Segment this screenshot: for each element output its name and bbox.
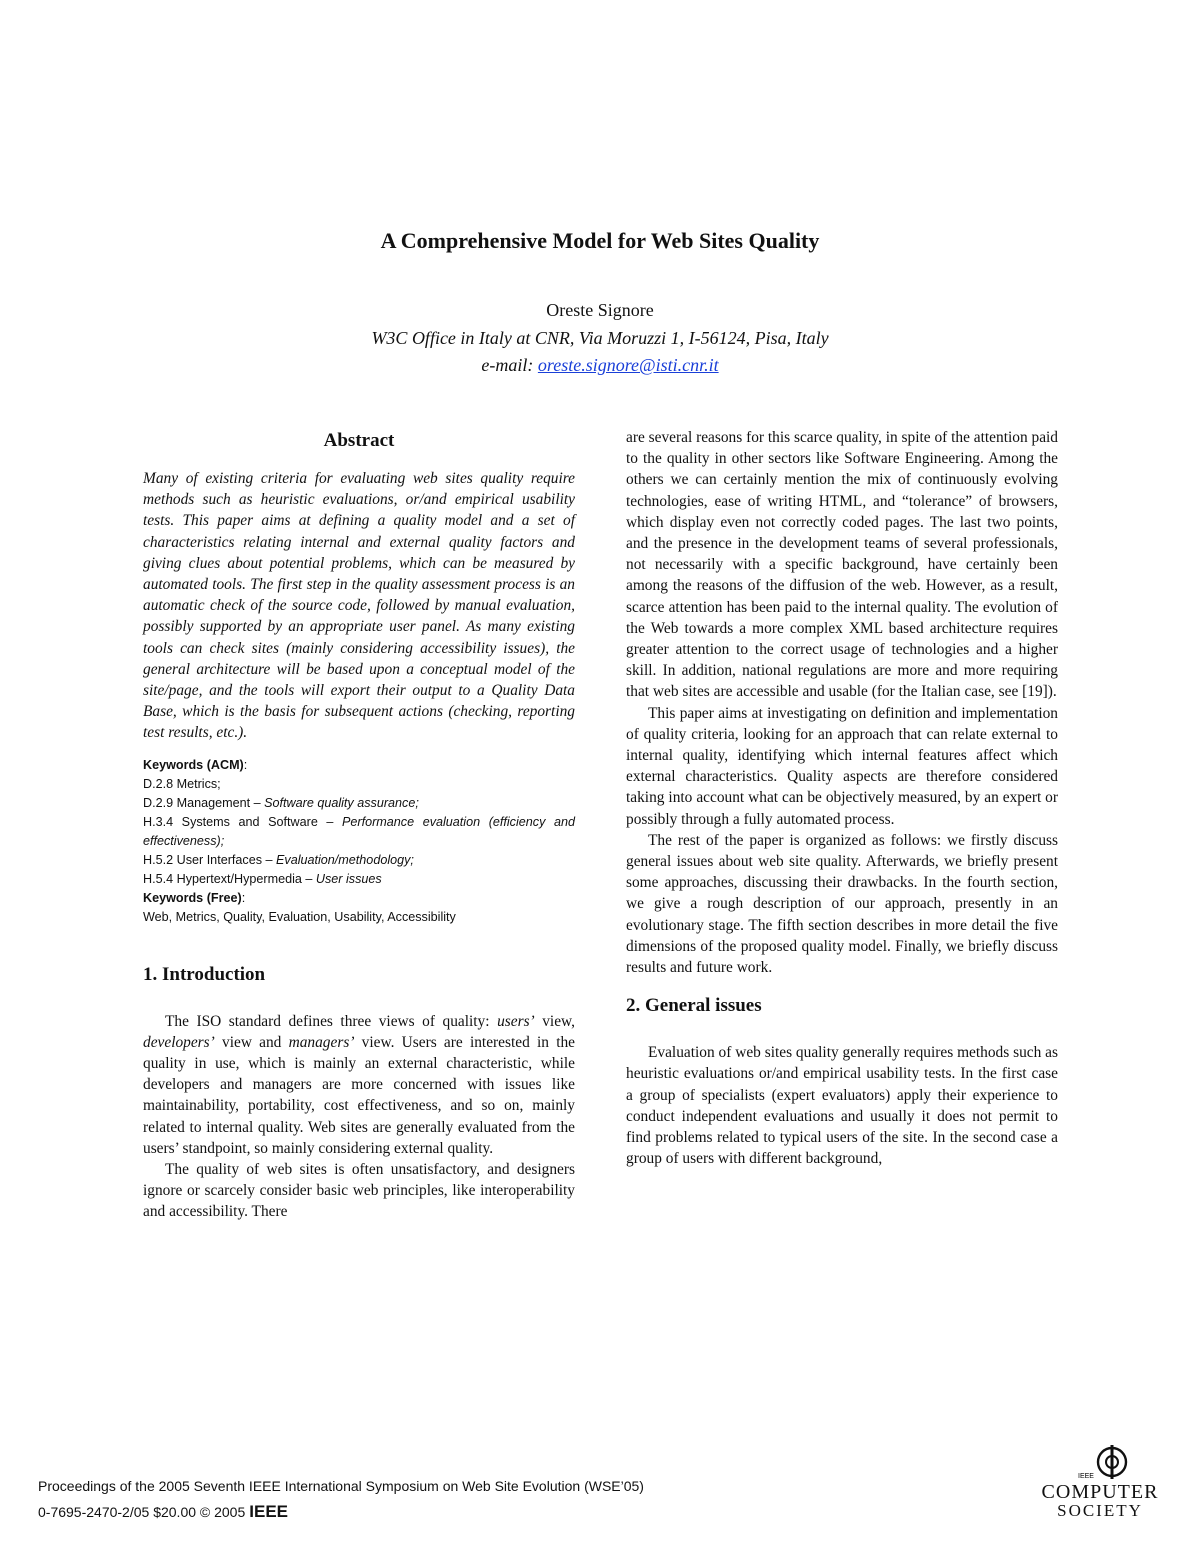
footer-copyright xyxy=(38,1502,288,1522)
keyword-acm-3 xyxy=(143,813,575,851)
logo-line-computer: COMPUTER xyxy=(1041,1481,1159,1503)
logo-line-society: SOCIETY xyxy=(1057,1501,1143,1520)
keywords-acm-label: Keywords (ACM) xyxy=(143,757,244,772)
keyword-desc: Evaluation/methodology; xyxy=(276,852,414,867)
keyword-acm-4 xyxy=(143,851,575,870)
intro-text: view, xyxy=(534,1012,575,1030)
keywords-acm-colon: : xyxy=(243,757,248,772)
section-heading-general-issues: 2. General issues xyxy=(626,995,762,1017)
keyword-acm-5 xyxy=(143,870,575,889)
computer-society-logo xyxy=(1030,1444,1170,1524)
paper-title: A Comprehensive Model for Web Sites Quality xyxy=(380,228,820,253)
email-label: e-mail: xyxy=(481,355,538,375)
author-email-line xyxy=(0,355,1200,376)
footer-isbn: 0-7695-2470-2/05 $20.00 © 2005 xyxy=(38,1504,246,1520)
keyword-code: H.3.4 Systems and Software – xyxy=(143,814,343,829)
intro-text: view. Users are interested in the quality in use, which is mainly an external characteristic, while developers and managers are more concerned with issues like maintainability, portability, cost effectiveness, and so on, mainly related to internal quality. Web sites are generally evaluated from the users’ standpoint, so mainly considering external quality. xyxy=(143,1033,575,1157)
intro-paragraph-3: This paper aims at investigating on definition and implementation of quality criteria, looking for an approach that can relate external to internal quality, identifying which internal features affect which external characteristics. Quality aspects are therefore considered taking into account what can be objectively measured, by an expert or possibly through a fully automated process. xyxy=(626,704,1058,828)
abstract-heading: Abstract xyxy=(323,430,395,451)
right-column xyxy=(626,427,1058,1170)
section-heading-introduction: 1. Introduction xyxy=(143,963,266,985)
intro-text: view and xyxy=(214,1033,289,1051)
email-link[interactable]: oreste.signore@isti.cnr.it xyxy=(537,355,719,375)
left-column xyxy=(143,428,575,1223)
keyword-acm-2 xyxy=(143,794,575,813)
author-affiliation: W3C Office in Italy at CNR, Via Moruzzi 1, I-56124, Pisa, Italy xyxy=(371,328,829,348)
intro-paragraph-2-continued: are several reasons for this scarce quality, in spite of the attention paid to the quality in other sectors like Software Engineering. Among the others we can certainly mention the mix of continuously evolving technologies, ease of writing HTML, and “tolerance” of browsers, which display even not correctly coded pages. The last two points, and the presence in the development teams of several professionals, not necessarily with a specific background, have certainly been among the reasons of the diffusion of the web. However, as a result, scarce attention has been paid to the internal quality. The evolution of the Web towards a more complex XML based architecture requires greater attention to the correct usage of technologies and a higher skill. In addition, national regulations are more and more requiring that web sites are accessible and usable (for the Italian case, see [19]). xyxy=(626,429,1058,701)
intro-paragraph-4: The rest of the paper is organized as follows: we firstly discuss general issues about web site quality. Afterwards, we briefly present some approaches, discussing their drawbacks. In the fourth section, we give a rough description of our approach, presently in an evolutionary stage. The fifth section describes in more detail the five dimensions of the proposed quality model. Finally, we briefly discuss results and future work. xyxy=(626,831,1058,977)
keyword-desc: User issues xyxy=(315,871,382,886)
general-paragraph-1: Evaluation of web sites quality generally requires methods such as heuristic evaluations or/and empirical usability tests. In the first case a group of specialists (expert evaluators) apply their experience to conduct independent evaluations and usually it does not permit to find problems related to typical users of the site. In the second case a group of users with different background, xyxy=(626,1044,1058,1168)
keyword-code: D.2.9 Management – xyxy=(143,795,265,810)
keyword-code: H.5.4 Hypertext/Hypermedia – xyxy=(143,871,316,886)
footer-ieee: IEEE xyxy=(249,1502,289,1521)
intro-emph: users’ xyxy=(497,1012,535,1030)
intro-text: The ISO standard defines three views of quality: xyxy=(165,1012,498,1030)
keywords-free-label: Keywords (Free) xyxy=(143,890,242,905)
keyword-code: H.5.2 User Interfaces – xyxy=(143,852,276,867)
keywords-free: Web, Metrics, Quality, Evaluation, Usability, Accessibility xyxy=(143,909,456,924)
keyword-desc: Software quality assurance; xyxy=(264,795,419,810)
intro-paragraph-2: The quality of web sites is often unsatisfactory, and designers ignore or scarcely consider basic web principles, like interoperability and accessibility. There xyxy=(143,1161,575,1221)
keyword-code: D.2.8 Metrics; xyxy=(143,776,221,791)
author-name: Oreste Signore xyxy=(546,300,654,320)
keyword-desc: Performance evaluation (efficiency and effectiveness); xyxy=(143,814,575,848)
footer-proceedings: Proceedings of the 2005 Seventh IEEE International Symposium on Web Site Evolution (WSE’05) xyxy=(38,1478,644,1494)
intro-paragraph-1 xyxy=(143,1011,575,1159)
logo-small-text: IEEE xyxy=(1078,1473,1094,1480)
abstract-text: Many of existing criteria for evaluating web sites quality require methods such as heuristic evaluations, or/and empirical usability tests. This paper aims at defining a quality model and a set of characteristics relating internal and external quality factors and giving clues about potential problems, which can be measured by automated tools. The first step in the quality assessment process is an automatic check of the source code, followed by manual evaluation, possibly supported by an appropriate user panel. As many existing tools can check sites (mainly considering accessibility issues), the general architecture will be based upon a conceptual model of the site/page, and the tools will export their output to a Quality Data Base, which is the basis for subsequent actions (checking, reporting test results, etc.). xyxy=(143,470,575,742)
intro-emph: developers’ xyxy=(143,1033,215,1051)
keyword-acm-1 xyxy=(143,775,575,794)
keywords-block xyxy=(143,756,575,927)
computer-society-emblem-icon xyxy=(1060,1444,1140,1480)
intro-emph: managers’ xyxy=(288,1033,355,1051)
keywords-free-colon: : xyxy=(241,890,246,905)
